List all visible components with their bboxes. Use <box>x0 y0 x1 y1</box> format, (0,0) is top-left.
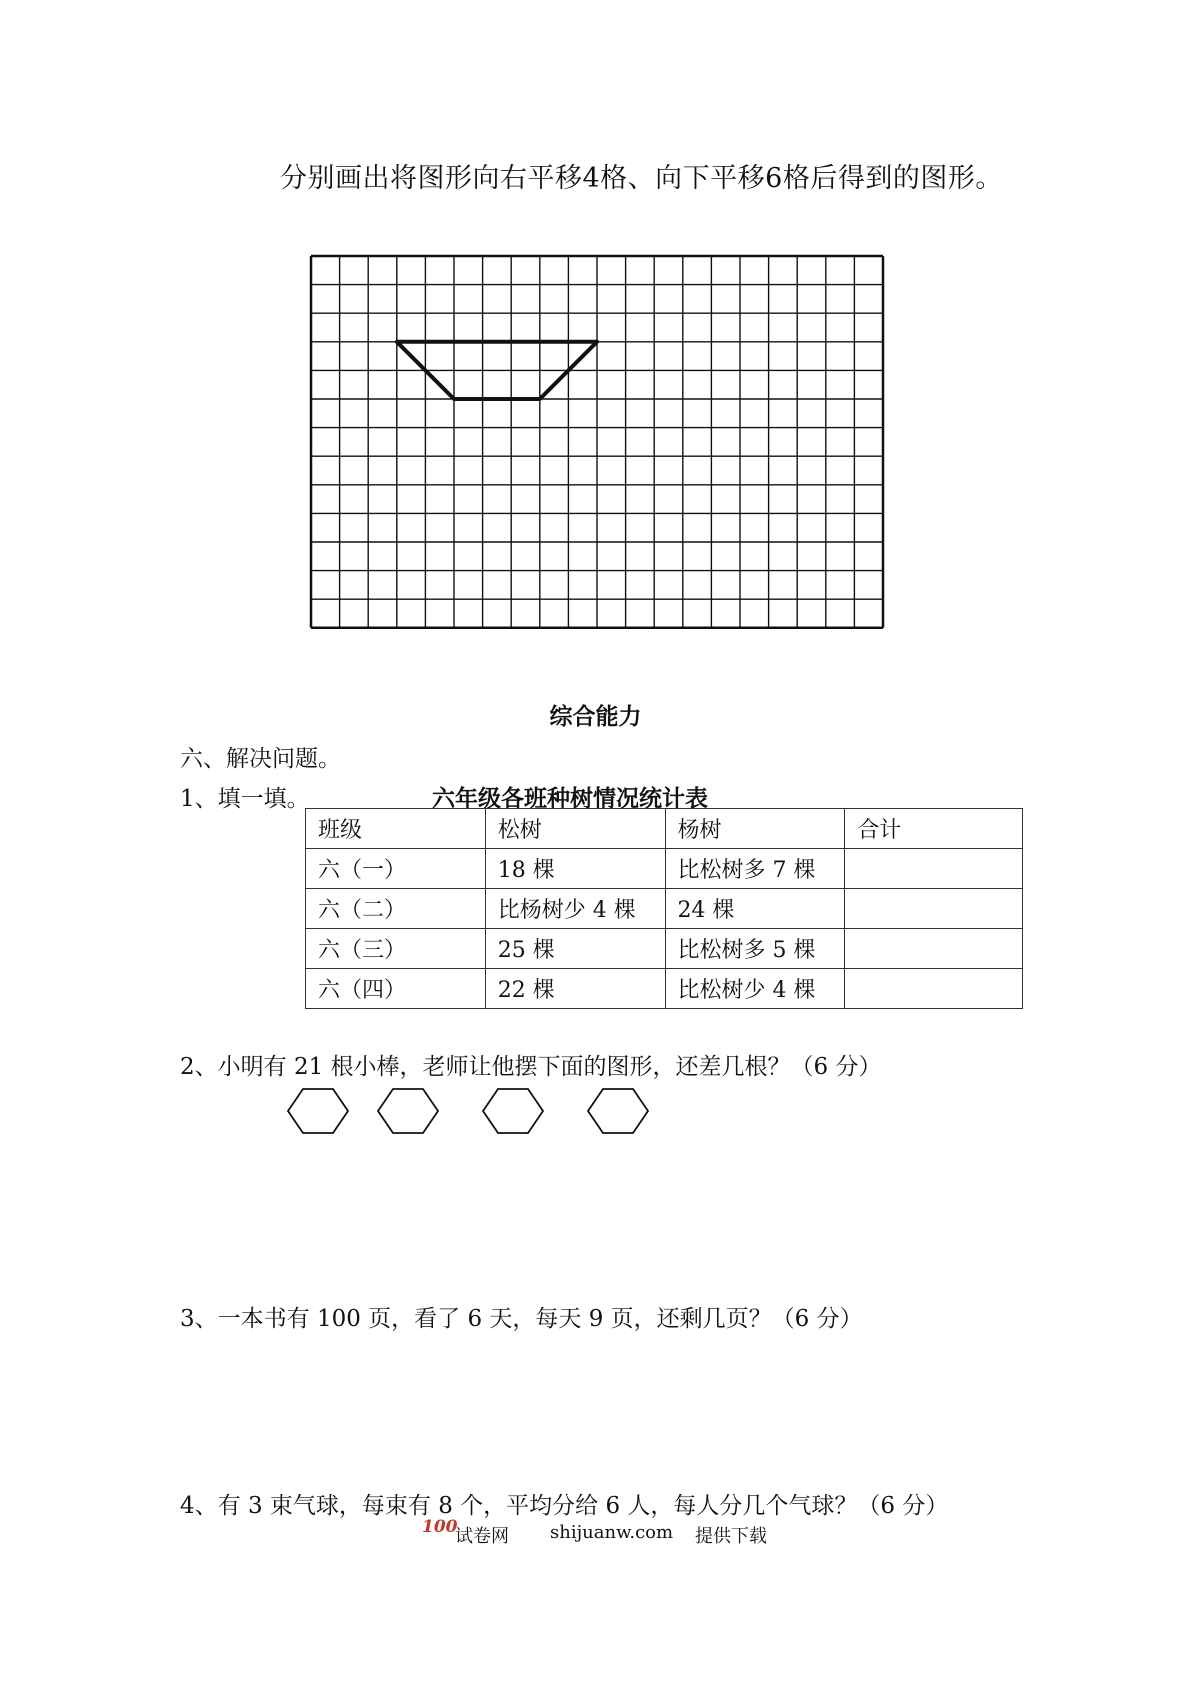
table-header-cell: 松树 <box>485 809 665 849</box>
table-cell: 六（二） <box>306 889 486 929</box>
table-header-row <box>306 809 1023 849</box>
table-answer-cell[interactable] <box>845 889 1023 929</box>
table-cell: 18 棵 <box>485 849 665 889</box>
table-row <box>306 849 1023 889</box>
table-answer-cell[interactable] <box>845 929 1023 969</box>
table-header-cell: 合计 <box>845 809 1023 849</box>
table-cell: 25 棵 <box>485 929 665 969</box>
site-logo: 100 <box>422 1517 458 1537</box>
hexagon-shape <box>483 1089 543 1133</box>
question-3-text: 3、一本书有 100 页，看了 6 天，每天 9 页，还剩几页？（6 分） <box>180 1306 863 1332</box>
section-heading: 六、解决问题。 <box>180 746 341 772</box>
table-row <box>306 929 1023 969</box>
question-2-text: 2、小明有 21 根小棒，老师让他摆下面的图形，还差几根？（6 分） <box>180 1054 882 1080</box>
hexagon-shape <box>288 1089 348 1133</box>
footer-site-name: 试卷网 <box>455 1526 509 1547</box>
hexagon-shape <box>378 1089 438 1133</box>
table-row <box>306 969 1023 1009</box>
table-cell: 比松树多 5 棵 <box>665 929 845 969</box>
hexagon-figures <box>0 1080 1191 1150</box>
table-cell: 24 棵 <box>665 889 845 929</box>
table-header-cell: 杨树 <box>665 809 845 849</box>
table-answer-cell[interactable] <box>845 969 1023 1009</box>
table-cell: 22 棵 <box>485 969 665 1009</box>
table-row <box>306 889 1023 929</box>
hexagon-shape <box>588 1089 648 1133</box>
table-title: 六年级各班种树情况统计表 <box>432 786 708 812</box>
table-cell: 比松树少 4 棵 <box>665 969 845 1009</box>
table-cell: 六（四） <box>306 969 486 1009</box>
table-cell: 比松树多 7 棵 <box>665 849 845 889</box>
table-answer-cell[interactable] <box>845 849 1023 889</box>
question-4-text: 4、有 3 束气球，每束有 8 个，平均分给 6 人，每人分几个气球？（6 分） <box>180 1493 949 1519</box>
grid-figure <box>0 0 1191 700</box>
footer-url[interactable]: shijuanw.com <box>550 1522 674 1543</box>
section-title: 综合能力 <box>549 704 642 730</box>
question-1-label: 1、填一填。 <box>180 786 310 812</box>
statistics-table <box>305 808 1023 1009</box>
table-cell: 比杨树少 4 棵 <box>485 889 665 929</box>
table-cell: 六（三） <box>306 929 486 969</box>
table-header-cell: 班级 <box>306 809 486 849</box>
footer-note: 提供下载 <box>695 1526 767 1547</box>
instruction-text: 分别画出将图形向右平移4格、向下平移6格后得到的图形。 <box>280 163 1003 194</box>
table-cell: 六（一） <box>306 849 486 889</box>
